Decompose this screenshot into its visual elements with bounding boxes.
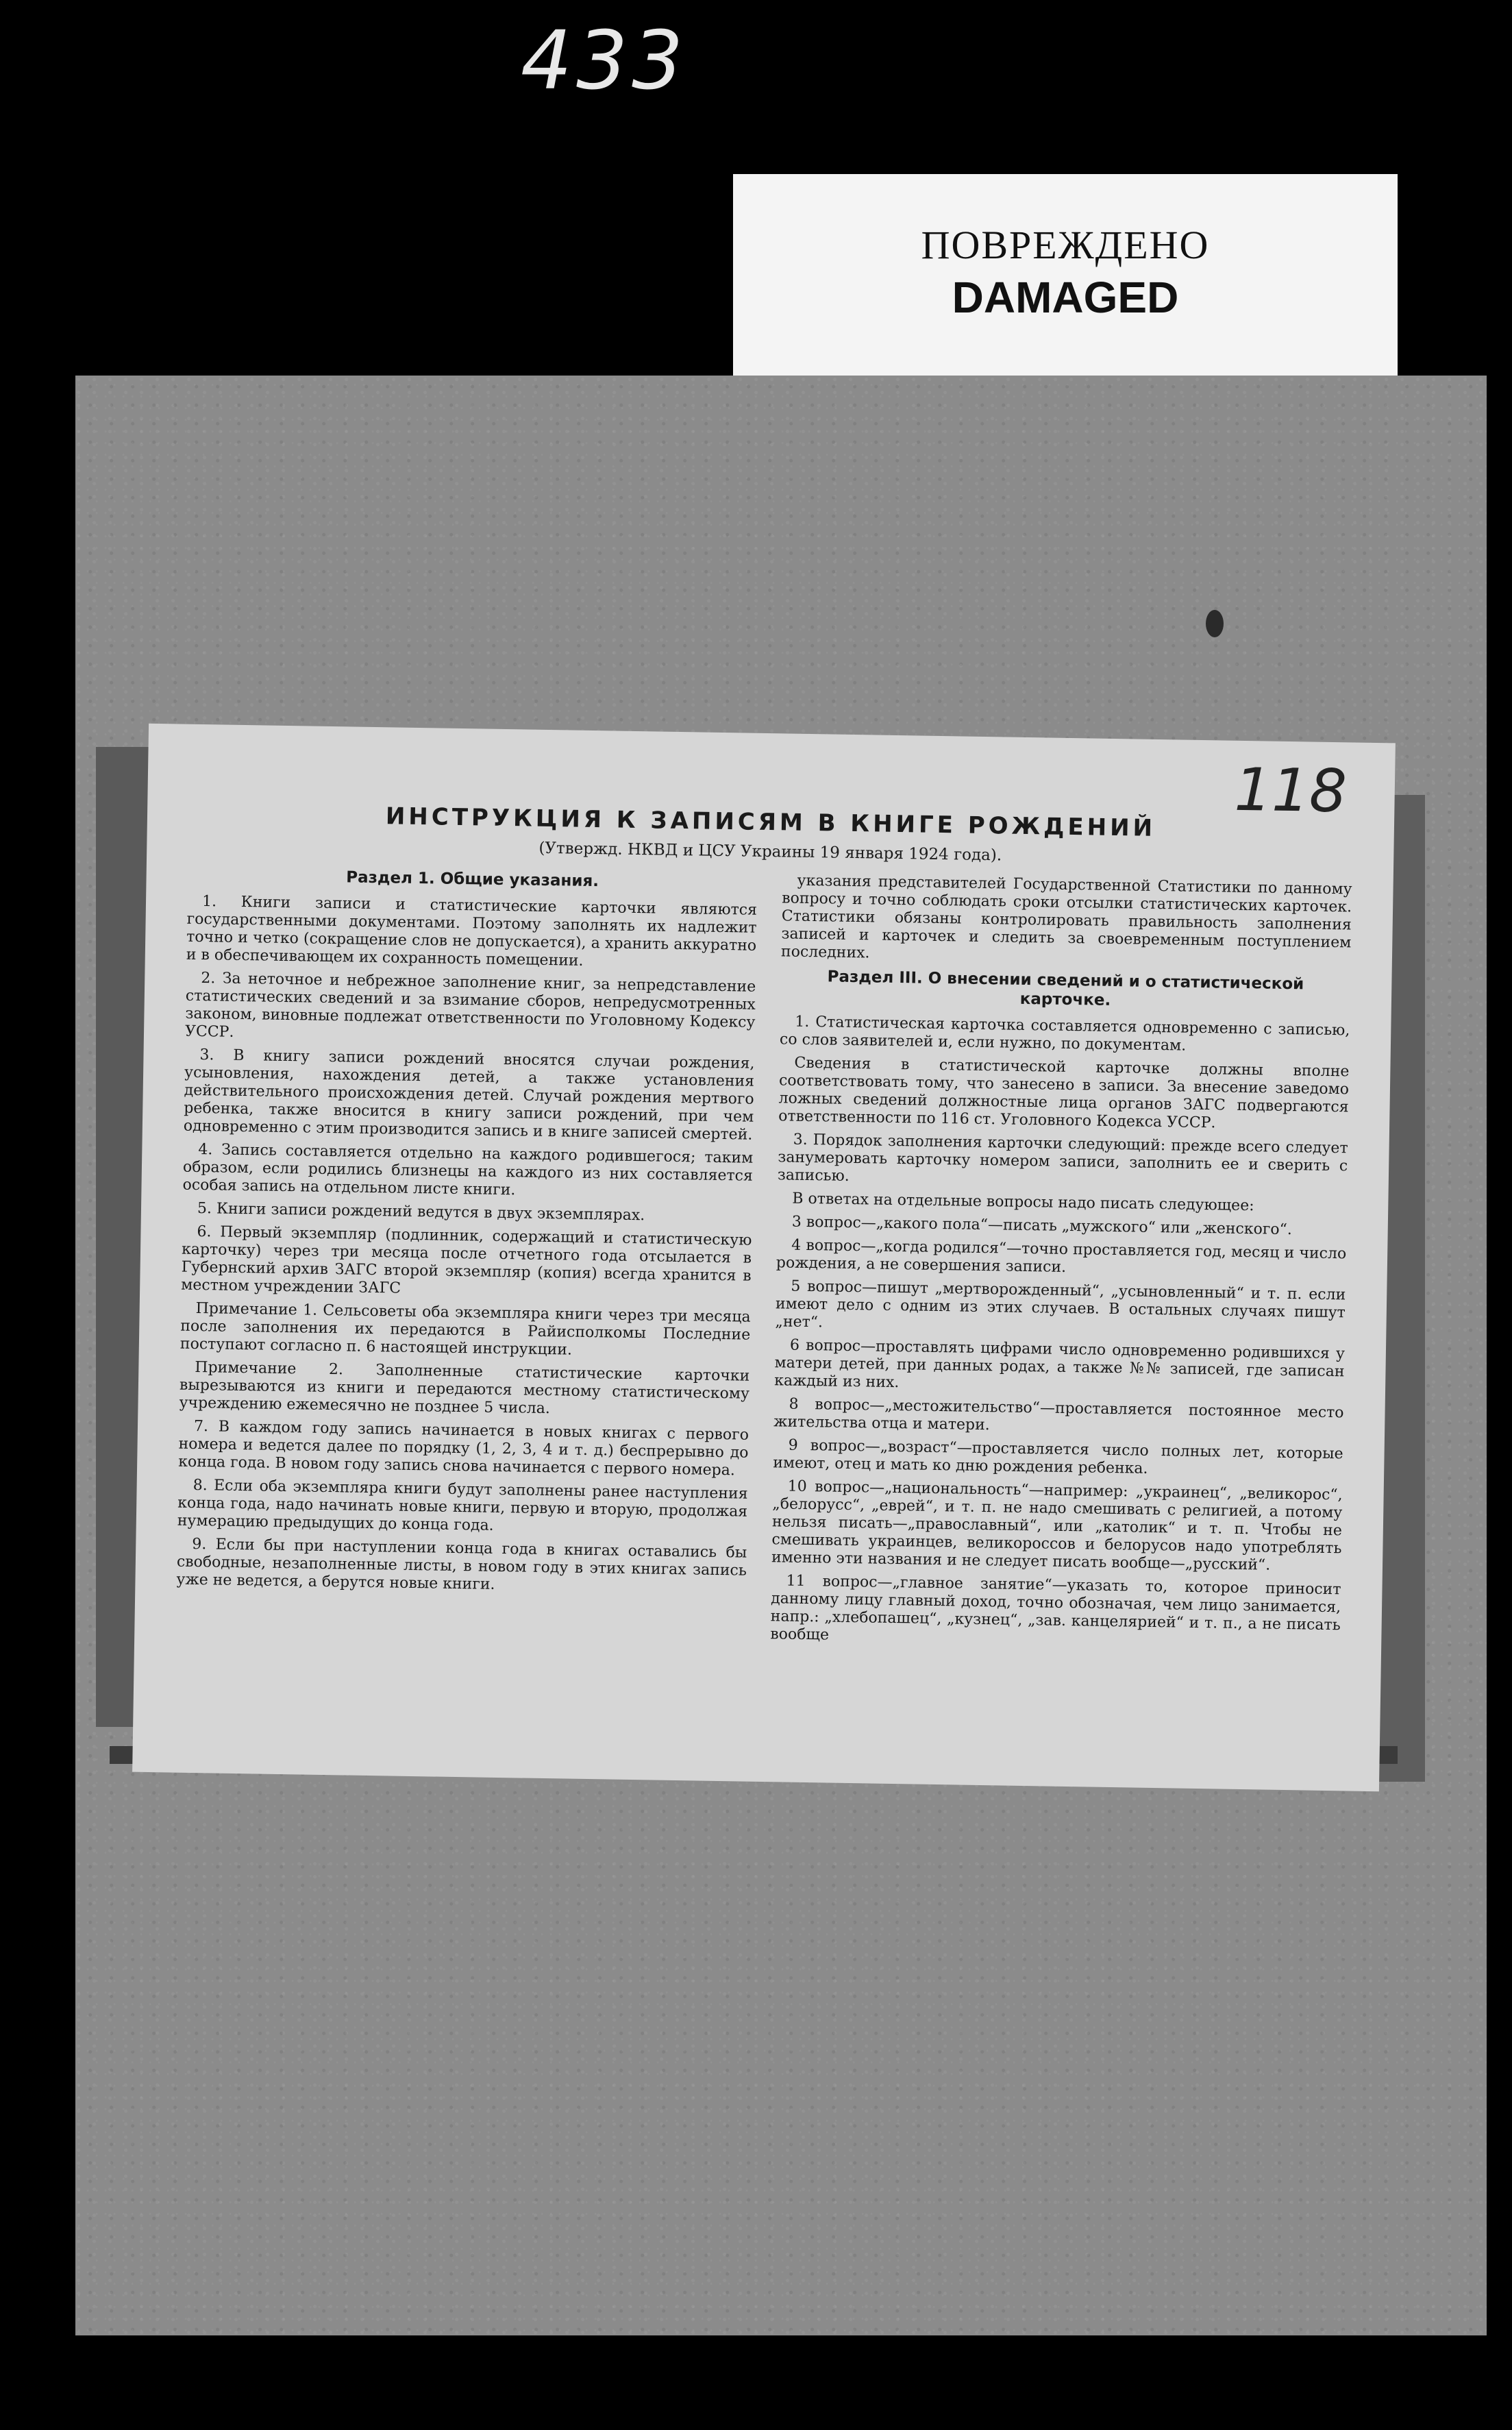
right-paragraph: 6 вопрос—проставлять цифрами число одновременно родившихся у матери детей, при данных родах, а также №№ записей, где записан каждый из них. [773, 1336, 1346, 1392]
archive-folio-number: 433 [521, 13, 688, 108]
left-paragraph: 7. В каждом году запись начинается в новых книгах с первого номера и ведется далее по порядку (1, 2, 3, 4 и т. д.) беспрерывно до конца года. В новом году запись снова начинается с первого номера. [178, 1417, 749, 1480]
right-intro-paragraph: указания представителей Государственной Статистики по данному вопросу и точно соблюдать сроки отсылки статистических карточек. Статистики обязаны контролировать правильность заполнения записей и карточек и следить за своевременным поступлением последних. [780, 872, 1352, 962]
right-paragraph: Сведения в статистической карточке должны вполне соответствовать тому, что занесено в записи. За внесение заведомо ложных сведений должностные лица органов ЗАГС подвергаются ответственности по 116 ст. Уголовного Кодекса УССР. [778, 1054, 1350, 1132]
right-paragraph: 1. Статистическая карточка составляется одновременно с записью, со слов заявителей и, если нужно, по документам. [779, 1013, 1350, 1055]
document-subtitle: (Утвержд. НКВД и ЦСУ Украины 19 января 1924 года). [538, 839, 1002, 865]
right-paragraph: 8 вопрос—„местожительство“—проставляется постоянное место жительства отца и матери. [773, 1395, 1344, 1434]
damaged-label-ru: ПОВРЕЖДЕНО [921, 223, 1210, 267]
right-paragraph: 11 вопрос—„главное занятие“—указать то, которое приносит данному лицу главный доход, точно обозначая, чем лицо занимается, напр.: „хлебопашец“, „кузнец“, „зав. канцелярией“ и т. п., а не писать вообще [770, 1572, 1341, 1644]
text-columns [175, 863, 1352, 1658]
right-paragraph: В ответах на отдельные вопросы надо писать следующее: [792, 1190, 1254, 1215]
left-paragraph: 8. Если оба экземпляра книги будут заполнены ранее наступления конца года, надо начинать новые книги, первую и вторую, продолжая нумерацию предыдущих до конца года. [177, 1476, 748, 1534]
left-paragraph: 5. Книги записи рождений ведутся в двух экземплярах. [197, 1200, 645, 1225]
left-paragraph: 6. Первый экземпляр (подлинник, содержащий и статистическую карточку) через три месяца после отчетного года отсылается в Губернский архив ЗАГС второй экземпляр (копия) всегда хранится в местном учреждении ЗАГС [181, 1223, 752, 1297]
right-paragraph: 4 вопрос—„когда родился“—точно проставляется год, месяц и число рождения, а не совершения записи. [776, 1236, 1347, 1276]
right-paragraph: 3 вопрос—„какого пола“—писать „мужского“ или „женского“. [791, 1213, 1293, 1239]
right-column [770, 872, 1352, 1658]
left-paragraph: Примечание 2. Заполненные статистические карточки вырезываются из книги и передаются местному статистическому учреждению ежемесячно не позднее 5 числа. [179, 1358, 750, 1418]
left-paragraph: 3. В книгу записи рождений вносятся случаи рождения, усыновления, нахождения детей, а также установления действительного происхождения детей. Случай рождения мертвого ребенка, также вносится в книгу записи рождений, при чем одновременно с этим производится запись и в книге записей смертей. [183, 1046, 755, 1144]
left-paragraph: Примечание 1. Сельсоветы оба экземпляра книги через три месяца после заполнения их передаются в Райисполкомы Последние поступают согласно п. 6 настоящей инструкции. [179, 1299, 751, 1359]
damaged-label-en: DAMAGED [952, 273, 1179, 322]
document-title: ИНСТРУКЦИЯ К ЗАПИСЯМ В КНИГЕ РОЖДЕНИЙ [385, 802, 1156, 842]
right-paragraph: 3. Порядок заполнения карточки следующий: прежде всего следует занумеровать карточку номером записи, заполнить ее и сверить с записью. [777, 1131, 1348, 1185]
ink-blot [1206, 610, 1224, 637]
left-paragraph: 1. Книги записи и статистические карточки являются государственными документами. Поэтому заполнять их надлежит точно и четко (сокращение слов не допускается), а хранить аккуратно и в обеспечивающем их сохранность помещении. [186, 893, 758, 970]
right-paragraph: 10 вопрос—„национальность“—например: „украинец“, „великорос“, „белорусс“, „еврей“, и т. п. не надо смешивать с религией, а потому нельзя писать—„православный“, или „католик“ и т. п. Чтобы не смешивать украинцев, великороссов и белорусов надо употреблять именно эти названия и не следует писать вообще—„русский“. [771, 1477, 1343, 1574]
section-1-title: Раздел 1. Общие указания. [346, 868, 599, 891]
right-paragraph: 9 вопрос—„возраст“—проставляется число полных лет, которые имеют, отец и мать ко дню рождения ребенка. [773, 1436, 1343, 1477]
right-paragraph: 5 вопрос—пишут „мертворожденный“, „усыновленный“ и т. п. если имеют дело с одним из этих случаев. В остальных случаях пишут „нет“. [775, 1277, 1346, 1331]
left-paragraph: 9. Если бы при наступлении конца года в книгах оставались бы свободные, незаполненные листы, в новом году в этих книгах запись уже не ведется, а берутся новые книги. [176, 1535, 747, 1593]
left-paragraph: 4. Запись составляется отдельно на каждого родившегося; таким образом, если родились близнецы на каждого из них составляется особая запись на отдельном листе книги. [182, 1141, 754, 1199]
handwritten-sheet-number: 118 [1233, 755, 1348, 826]
instruction-sheet [132, 724, 1396, 1791]
left-column [175, 863, 758, 1649]
left-paragraph: 2. За неточное и небрежное заполнение книг, за непредставление статистических сведений и за взимание сборов, непредусмотренных законом, виновные подлежат ответственности по Уголовному Кодексу УССР. [184, 970, 756, 1041]
section-3-title: Раздел III. О внесении сведений и о статистической карточке. [827, 968, 1304, 1009]
